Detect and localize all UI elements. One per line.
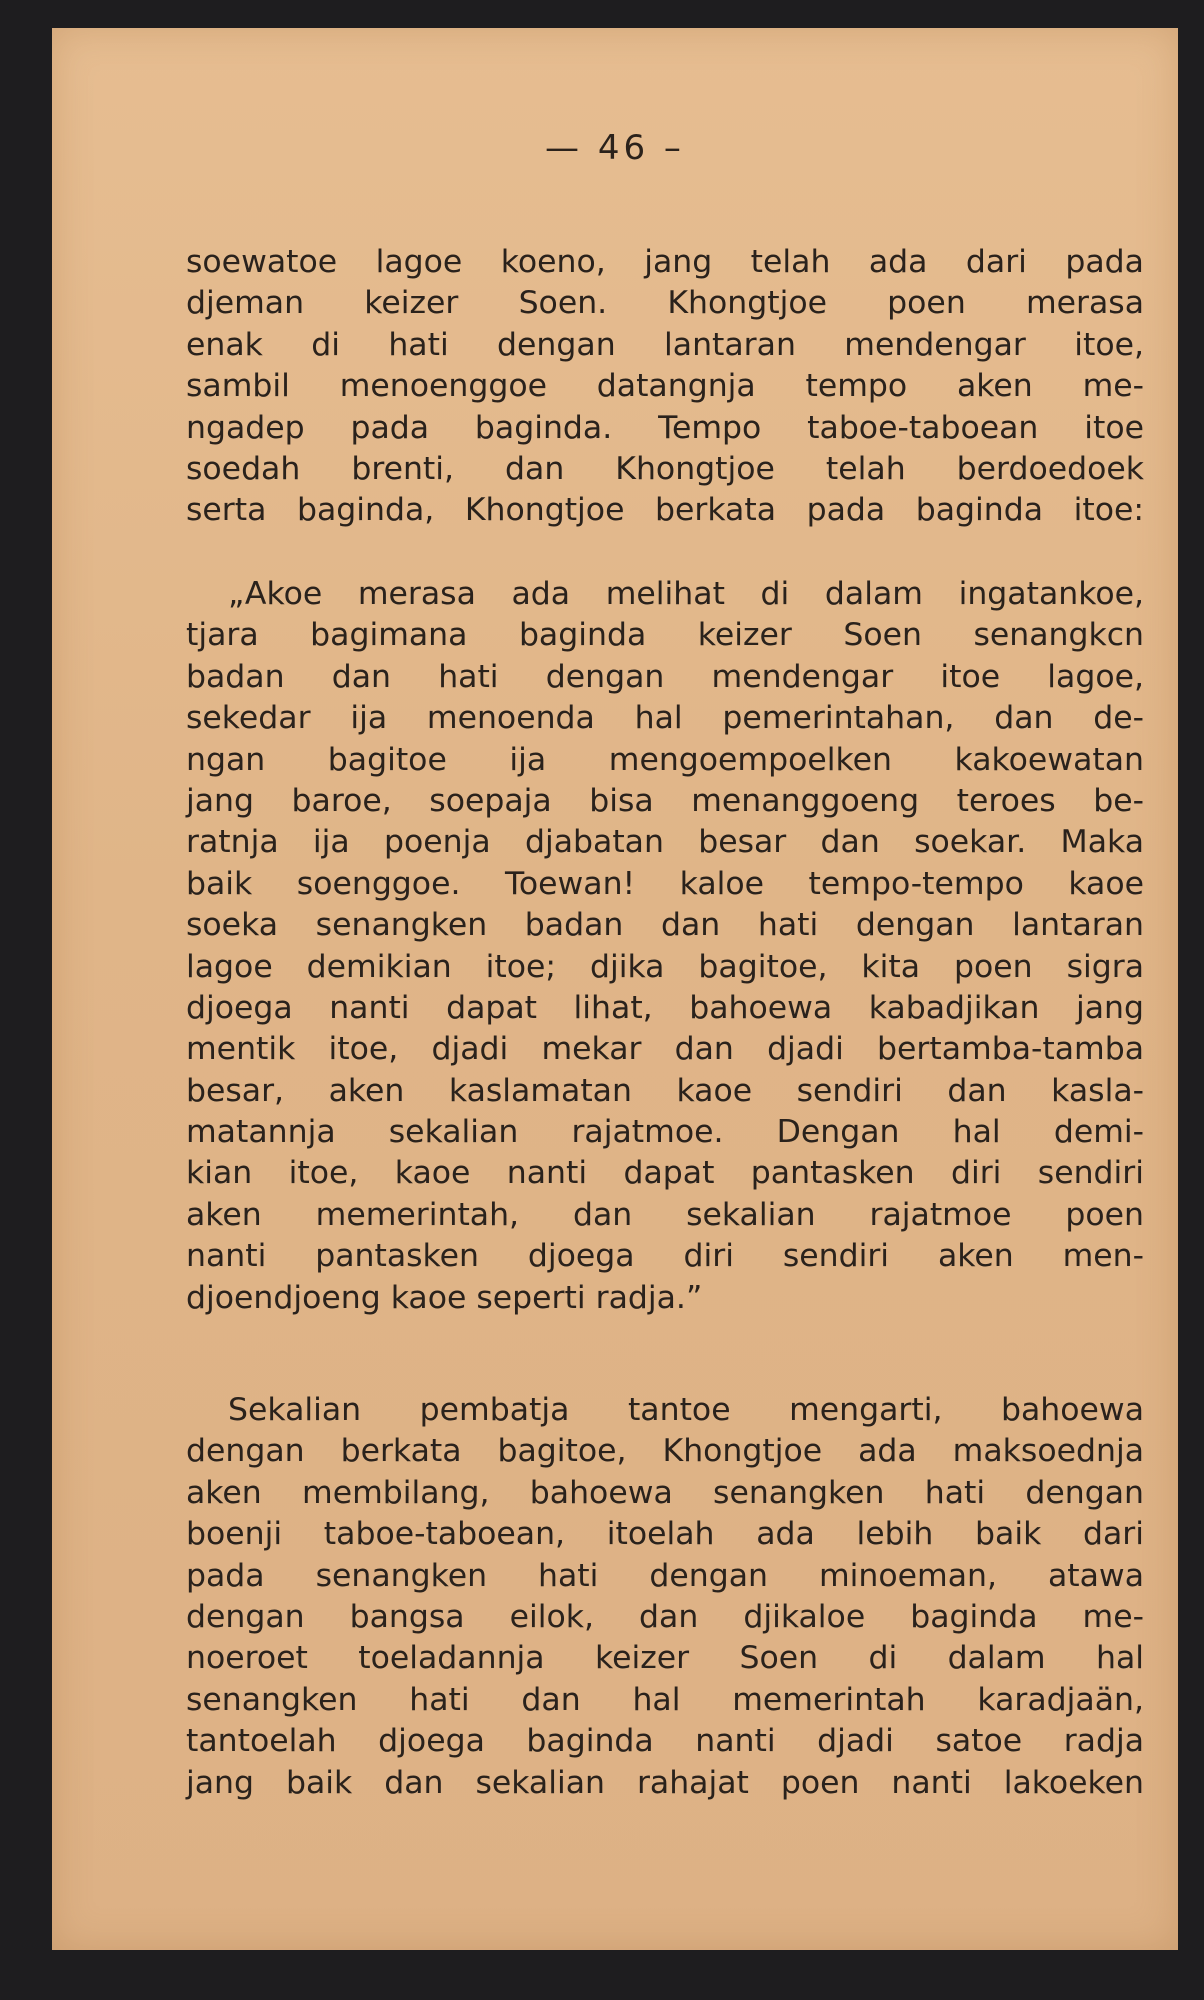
text-line: soeka senangken badan dan hati dengan lantaran <box>186 907 1144 944</box>
text-line: sekedar ija menoenda hal pemerintahan, dan de- <box>186 700 1144 737</box>
text-line: djeman keizer Soen. Khongtjoe poen merasa <box>186 285 1144 322</box>
text-line: aken membilang, bahoewa senangken hati dengan <box>186 1474 1144 1511</box>
text-line: besar, aken kaslamatan kaoe sendiri dan kasla- <box>186 1072 1144 1109</box>
text-line: kian itoe, kaoe nanti dapat pantasken diri sendiri <box>186 1155 1144 1192</box>
text-line: dengan bangsa eilok, dan djikaloe baginda me- <box>186 1598 1144 1635</box>
text-line: nanti pantasken djoega diri sendiri aken men- <box>186 1238 1144 1275</box>
text-line: „Akoe merasa ada melihat di dalam ingatankoe, <box>228 576 1144 612</box>
text-line: tjara bagimana baginda keizer Soen senangkcn <box>186 617 1144 654</box>
text-line: sambil menoenggoe datangnja tempo aken me- <box>186 368 1144 405</box>
text-line: badan dan hati dengan mendengar itoe lagoe, <box>186 658 1144 695</box>
text-line: jang baik dan sekalian rahajat poen nanti lakoeken <box>186 1764 1144 1801</box>
text-line: enak di hati dengan lantaran mendengar itoe, <box>186 326 1144 363</box>
text-line: boenji taboe-taboean, itoelah ada lebih baik dari <box>186 1516 1144 1553</box>
text-line: mentik itoe, djadi mekar dan djadi bertamba-tamba <box>186 1031 1144 1068</box>
text-line: Sekalian pembatja tantoe mengarti, bahoewa <box>228 1392 1144 1428</box>
text-line: ngadep pada baginda. Tempo taboe-taboean itoe <box>186 409 1144 446</box>
text-line: soewatoe lagoe koeno, jang telah ada dari pada <box>186 244 1144 280</box>
text-line: djoendjoeng kaoe seperti radja.” <box>186 1279 703 1316</box>
text-line: ratnja ija poenja djabatan besar dan soekar. Maka <box>186 824 1144 861</box>
text-line: dengan berkata bagitoe, Khongtjoe ada maksoednja <box>186 1433 1144 1470</box>
paragraph-2 <box>186 574 1144 1319</box>
text-line: noeroet toeladannja keizer Soen di dalam hal <box>186 1640 1144 1677</box>
paragraph-1 <box>186 242 1144 532</box>
text-line: ngan bagitoe ija mengoempoelken kakoewatan <box>186 741 1144 778</box>
page-number: — 46 – <box>545 128 685 168</box>
text-line: soedah brenti, dan Khongtjoe telah berdoedoek <box>186 450 1144 487</box>
text-line: lagoe demikian itoe; djika bagitoe, kita poen sigra <box>186 948 1144 985</box>
text-line: djoega nanti dapat lihat, bahoewa kabadjikan jang <box>186 989 1144 1026</box>
text-line: serta baginda, Khongtjoe berkata pada baginda itoe: <box>186 492 1144 529</box>
text-line: senangken hati dan hal memerintah karadjaän, <box>186 1681 1144 1718</box>
book-page <box>52 28 1178 1950</box>
text-line: matannja sekalian rajatmoe. Dengan hal demi- <box>186 1114 1144 1151</box>
text-line: tantoelah djoega baginda nanti djadi satoe radja <box>186 1723 1144 1760</box>
text-line: jang baroe, soepaja bisa menanggoeng teroes be- <box>186 782 1144 819</box>
text-line: aken memerintah, dan sekalian rajatmoe poen <box>186 1196 1144 1233</box>
text-line: pada senangken hati dengan minoeman, atawa <box>186 1557 1144 1594</box>
text-line: baik soenggoe. Toewan! kaloe tempo-tempo kaoe <box>186 865 1144 902</box>
paragraph-3 <box>186 1390 1144 1804</box>
